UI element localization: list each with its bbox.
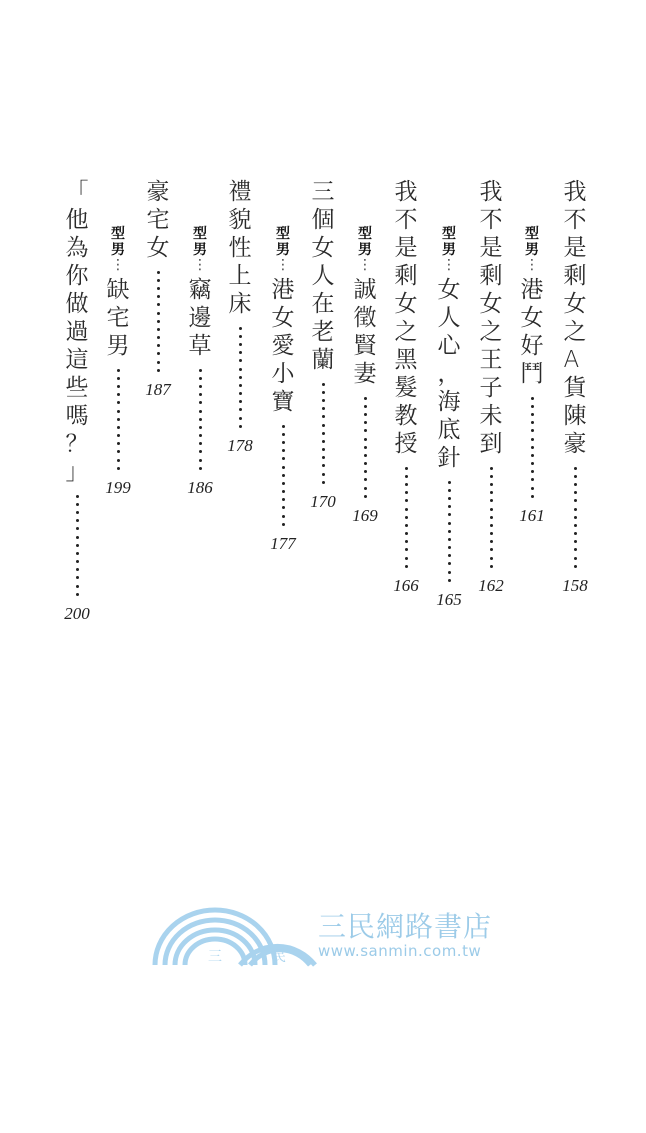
page-number: 186 [187, 478, 213, 498]
toc-title: 「 他 為 你 做 過 這 些 嗎 ？ 」 [65, 179, 89, 485]
toc-prefix-label: 型 男 ⋮ [358, 226, 372, 273]
leader-dots [117, 366, 120, 472]
toc-subentry [268, 226, 298, 554]
toc-entry [476, 178, 506, 596]
leader-dots [531, 394, 534, 500]
leader-dots [76, 492, 79, 598]
page-number: 166 [393, 576, 419, 596]
toc-subentry [103, 226, 133, 498]
toc-subentry [517, 226, 547, 526]
toc-subentry [434, 226, 464, 610]
toc-entry [391, 178, 421, 596]
watermark-store-name: 三民網路書店 [318, 910, 493, 943]
page-number: 161 [519, 506, 545, 526]
toc-entry [62, 178, 92, 624]
watermark-url: www.sanmin.com.tw [318, 942, 482, 960]
leader-dots [157, 268, 160, 374]
toc-title: 三 個 女 人 在 老 蘭 [311, 179, 335, 373]
toc-subentry [185, 226, 215, 498]
svg-text:三: 三 [208, 949, 222, 965]
toc-title: 禮 貌 性 上 床 [228, 179, 252, 317]
toc-subentry [350, 226, 380, 526]
page-number: 165 [436, 590, 462, 610]
toc-title: 女 人 心 ， 海 底 針 [437, 277, 461, 471]
leader-dots [282, 422, 285, 528]
page-number: 199 [105, 478, 131, 498]
leader-dots [322, 380, 325, 486]
leader-dots [448, 478, 451, 584]
toc-title: 我 不 是 剩 女 之 王 子 未 到 [479, 179, 503, 457]
toc-title: 我 不 是 剩 女 之 黑 髮 教 授 [394, 179, 418, 457]
toc-entry [560, 178, 590, 596]
svg-text:民: 民 [272, 949, 286, 965]
toc-entry [308, 178, 338, 512]
toc-title: 港 女 愛 小 寶 [271, 277, 295, 415]
toc-title: 我 不 是 剩 女 之 A 貨 陳 豪 [563, 179, 587, 457]
page-number: 169 [352, 506, 378, 526]
leader-dots [364, 394, 367, 500]
toc-title: 缺 宅 男 [106, 277, 130, 359]
page-number: 177 [270, 534, 296, 554]
toc-entry [143, 178, 173, 400]
page-number: 200 [64, 604, 90, 624]
toc-title: 誠 徵 賢 妻 [353, 277, 377, 387]
leader-dots [574, 464, 577, 570]
leader-dots [239, 324, 242, 430]
toc-title: 港 女 好 鬥 [520, 277, 544, 387]
toc-prefix-label: 型 男 ⋮ [193, 226, 207, 273]
page-number: 178 [227, 436, 253, 456]
page-number: 170 [310, 492, 336, 512]
toc-title: 竊 邊 草 [188, 277, 212, 359]
toc-prefix-label: 型 男 ⋮ [111, 226, 125, 273]
page-number: 158 [562, 576, 588, 596]
page-number: 162 [478, 576, 504, 596]
toc-prefix-label: 型 男 ⋮ [525, 226, 539, 273]
leader-dots [490, 464, 493, 570]
leader-dots [405, 464, 408, 570]
toc-prefix-label: 型 男 ⋮ [442, 226, 456, 273]
toc-prefix-label: 型 男 ⋮ [276, 226, 290, 273]
toc-title: 豪 宅 女 [146, 179, 170, 261]
page-number: 187 [145, 380, 171, 400]
leader-dots [199, 366, 202, 472]
toc-entry [225, 178, 255, 456]
